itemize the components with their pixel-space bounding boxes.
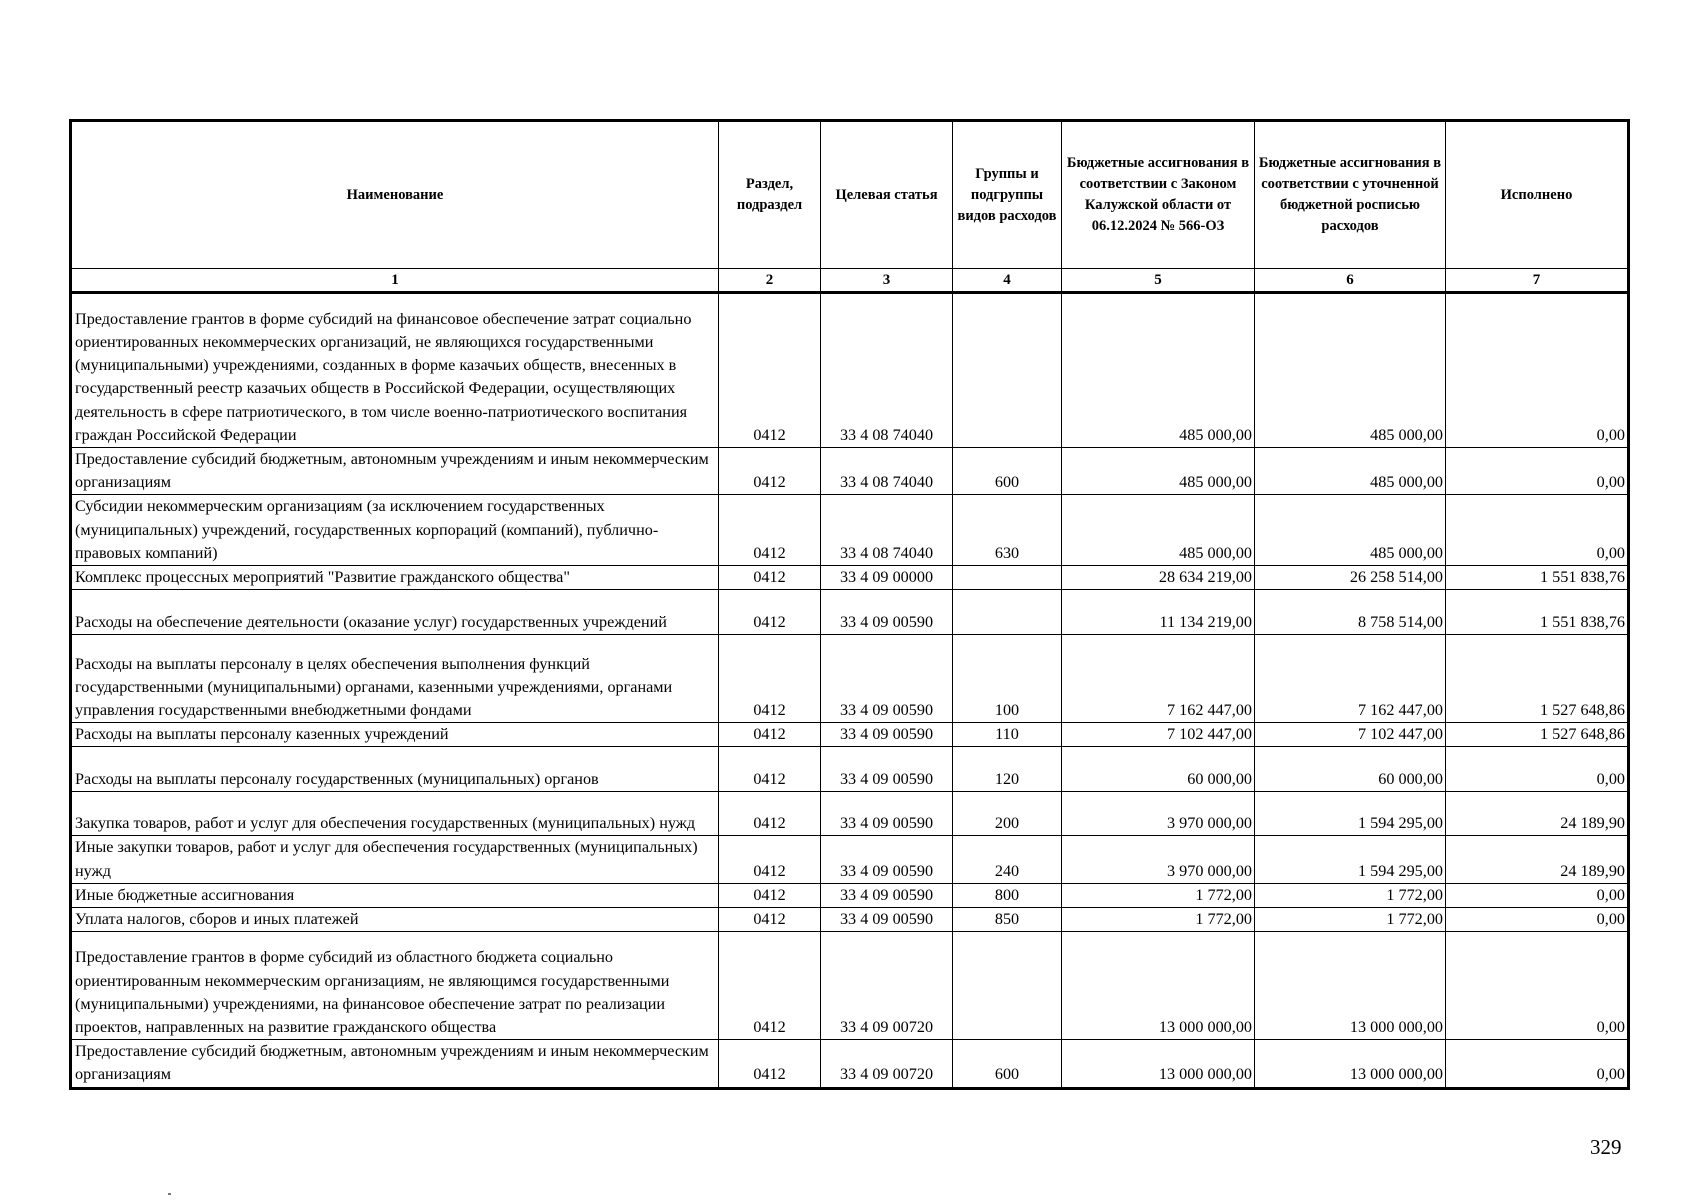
row-section: 0412 <box>719 566 821 590</box>
table-row <box>71 1040 1629 1088</box>
table-body <box>71 293 1629 1089</box>
row-budget-law: 1 772,00 <box>1062 908 1255 932</box>
row-section: 0412 <box>719 908 821 932</box>
row-executed: 0,00 <box>1446 293 1629 448</box>
row-executed: 0,00 <box>1446 932 1629 1040</box>
header-groups: Группы и подгруппы видов расходов <box>953 121 1062 269</box>
row-name: Комплекс процессных мероприятий "Развитие гражданского общества" <box>71 566 719 590</box>
row-budget-refined: 1 772,00 <box>1255 908 1446 932</box>
row-name: Расходы на выплаты персоналу государственных (муниципальных) органов <box>71 747 719 792</box>
row-article: 33 4 09 00590 <box>821 883 953 907</box>
row-budget-refined: 1 594 295,00 <box>1255 792 1446 836</box>
row-budget-law: 3 970 000,00 <box>1062 836 1255 883</box>
row-group: 600 <box>953 1040 1062 1088</box>
row-name: Субсидии некоммерческим организациям (за исключением государственных (муниципальных) учреждений, государственных корпораций (компаний), публично-правовых компаний) <box>71 495 719 566</box>
row-executed: 0,00 <box>1446 747 1629 792</box>
header-budget-law: Бюджетные ассигнования в соответствии с Законом Калужской области от 06.12.2024 № 566-ОЗ <box>1062 121 1255 269</box>
row-name: Предоставление грантов в форме субсидий на финансовое обеспечение затрат социально ориентированных некоммерческих организаций, не являющихся государственными (муниципальными) учреждениями, созданных в форме казачьих обществ, внесенных в государственный реестр казачьих обществ в Российской Федерации, осуществляющих деятельность в сфере патриотического, в том числе военно-патриотического воспитания граждан Российской Федерации <box>71 293 719 448</box>
row-budget-refined: 485 000,00 <box>1255 293 1446 448</box>
row-budget-law: 13 000 000,00 <box>1062 1040 1255 1088</box>
row-name: Закупка товаров, работ и услуг для обеспечения государственных (муниципальных) нужд <box>71 792 719 836</box>
row-budget-law: 11 134 219,00 <box>1062 590 1255 635</box>
row-group: 850 <box>953 908 1062 932</box>
table-row <box>71 883 1629 907</box>
row-executed: 1 527 648,86 <box>1446 635 1629 723</box>
row-budget-law: 7 102 447,00 <box>1062 723 1255 747</box>
row-article: 33 4 08 74040 <box>821 495 953 566</box>
row-article: 33 4 09 00000 <box>821 566 953 590</box>
table-row <box>71 723 1629 747</box>
header-budget-refined: Бюджетные ассигнования в соответствии с уточненной бюджетной росписью расходов <box>1255 121 1446 269</box>
row-executed: 1 551 838,76 <box>1446 590 1629 635</box>
row-article: 33 4 09 00720 <box>821 1040 953 1088</box>
row-budget-refined: 1 772,00 <box>1255 883 1446 907</box>
row-article: 33 4 08 74040 <box>821 448 953 495</box>
column-number: 5 <box>1062 269 1255 293</box>
column-number: 3 <box>821 269 953 293</box>
table-row <box>71 590 1629 635</box>
row-article: 33 4 09 00590 <box>821 747 953 792</box>
header-section: Раздел, подраздел <box>719 121 821 269</box>
row-executed: 1 527 648,86 <box>1446 723 1629 747</box>
row-section: 0412 <box>719 932 821 1040</box>
row-article: 33 4 08 74040 <box>821 293 953 448</box>
column-number-row <box>71 269 1629 293</box>
row-budget-refined: 8 758 514,00 <box>1255 590 1446 635</box>
table-row <box>71 635 1629 723</box>
row-budget-refined: 1 594 295,00 <box>1255 836 1446 883</box>
table-row <box>71 908 1629 932</box>
row-budget-law: 485 000,00 <box>1062 495 1255 566</box>
row-budget-law: 60 000,00 <box>1062 747 1255 792</box>
table-row <box>71 747 1629 792</box>
row-section: 0412 <box>719 590 821 635</box>
row-section: 0412 <box>719 1040 821 1088</box>
table-row <box>71 566 1629 590</box>
budget-table <box>69 119 1630 1090</box>
row-section: 0412 <box>719 723 821 747</box>
row-budget-law: 13 000 000,00 <box>1062 932 1255 1040</box>
row-budget-law: 7 162 447,00 <box>1062 635 1255 723</box>
column-number: 4 <box>953 269 1062 293</box>
row-group <box>953 293 1062 448</box>
row-group: 240 <box>953 836 1062 883</box>
table-row <box>71 792 1629 836</box>
row-group: 800 <box>953 883 1062 907</box>
row-section: 0412 <box>719 836 821 883</box>
column-number: 1 <box>71 269 719 293</box>
row-budget-law: 3 970 000,00 <box>1062 792 1255 836</box>
row-name: Иные закупки товаров, работ и услуг для обеспечения государственных (муниципальных) нужд <box>71 836 719 883</box>
row-section: 0412 <box>719 635 821 723</box>
row-group: 120 <box>953 747 1062 792</box>
row-section: 0412 <box>719 495 821 566</box>
row-executed: 24 189,90 <box>1446 836 1629 883</box>
row-section: 0412 <box>719 747 821 792</box>
row-budget-refined: 13 000 000,00 <box>1255 932 1446 1040</box>
row-budget-refined: 26 258 514,00 <box>1255 566 1446 590</box>
row-name: Предоставление субсидий бюджетным, автономным учреждениям и иным некоммерческим организациям <box>71 448 719 495</box>
row-budget-law: 485 000,00 <box>1062 293 1255 448</box>
row-article: 33 4 09 00720 <box>821 932 953 1040</box>
row-section: 0412 <box>719 293 821 448</box>
table-row <box>71 495 1629 566</box>
row-name: Уплата налогов, сборов и иных платежей <box>71 908 719 932</box>
table-row <box>71 293 1629 448</box>
row-name: Предоставление субсидий бюджетным, автономным учреждениям и иным некоммерческим организациям <box>71 1040 719 1088</box>
row-article: 33 4 09 00590 <box>821 836 953 883</box>
row-name: Расходы на выплаты персоналу в целях обеспечения выполнения функций государственными (муниципальными) органами, казенными учреждениями, органами управления государственными внебюджетными фондами <box>71 635 719 723</box>
row-budget-law: 1 772,00 <box>1062 883 1255 907</box>
row-name: Иные бюджетные ассигнования <box>71 883 719 907</box>
row-executed: 0,00 <box>1446 1040 1629 1088</box>
row-group <box>953 590 1062 635</box>
row-group: 100 <box>953 635 1062 723</box>
row-name: Предоставление грантов в форме субсидий из областного бюджета социально ориентированным некоммерческим организациям, не являющимся государственными (муниципальными) учреждениями, на финансовое обеспечение затрат по реализации проектов, направленных на развитие гражданского общества <box>71 932 719 1040</box>
column-number: 7 <box>1446 269 1629 293</box>
row-section: 0412 <box>719 883 821 907</box>
row-article: 33 4 09 00590 <box>821 723 953 747</box>
header-article: Целевая статья <box>821 121 953 269</box>
row-budget-refined: 485 000,00 <box>1255 448 1446 495</box>
row-executed: 0,00 <box>1446 883 1629 907</box>
table-row <box>71 836 1629 883</box>
row-article: 33 4 09 00590 <box>821 792 953 836</box>
row-executed: 0,00 <box>1446 448 1629 495</box>
row-section: 0412 <box>719 448 821 495</box>
column-number: 6 <box>1255 269 1446 293</box>
row-section: 0412 <box>719 792 821 836</box>
row-executed: 0,00 <box>1446 495 1629 566</box>
table-row <box>71 448 1629 495</box>
header-executed: Исполнено <box>1446 121 1629 269</box>
row-budget-law: 485 000,00 <box>1062 448 1255 495</box>
row-group <box>953 932 1062 1040</box>
table-row <box>71 932 1629 1040</box>
row-budget-refined: 13 000 000,00 <box>1255 1040 1446 1088</box>
row-name: Расходы на выплаты персоналу казенных учреждений <box>71 723 719 747</box>
row-budget-refined: 60 000,00 <box>1255 747 1446 792</box>
row-group <box>953 566 1062 590</box>
row-group: 110 <box>953 723 1062 747</box>
row-budget-refined: 7 162 447,00 <box>1255 635 1446 723</box>
header-row <box>71 121 1629 269</box>
row-executed: 24 189,90 <box>1446 792 1629 836</box>
row-group: 630 <box>953 495 1062 566</box>
row-article: 33 4 09 00590 <box>821 635 953 723</box>
row-budget-refined: 7 102 447,00 <box>1255 723 1446 747</box>
scan-artifact <box>168 1193 171 1195</box>
header-name: Наименование <box>71 121 719 269</box>
page-number: 329 <box>1590 1135 1622 1159</box>
row-budget-refined: 485 000,00 <box>1255 495 1446 566</box>
row-article: 33 4 09 00590 <box>821 908 953 932</box>
row-article: 33 4 09 00590 <box>821 590 953 635</box>
row-executed: 1 551 838,76 <box>1446 566 1629 590</box>
row-budget-law: 28 634 219,00 <box>1062 566 1255 590</box>
row-group: 200 <box>953 792 1062 836</box>
row-executed: 0,00 <box>1446 908 1629 932</box>
column-number: 2 <box>719 269 821 293</box>
row-name: Расходы на обеспечение деятельности (оказание услуг) государственных учреждений <box>71 590 719 635</box>
row-group: 600 <box>953 448 1062 495</box>
